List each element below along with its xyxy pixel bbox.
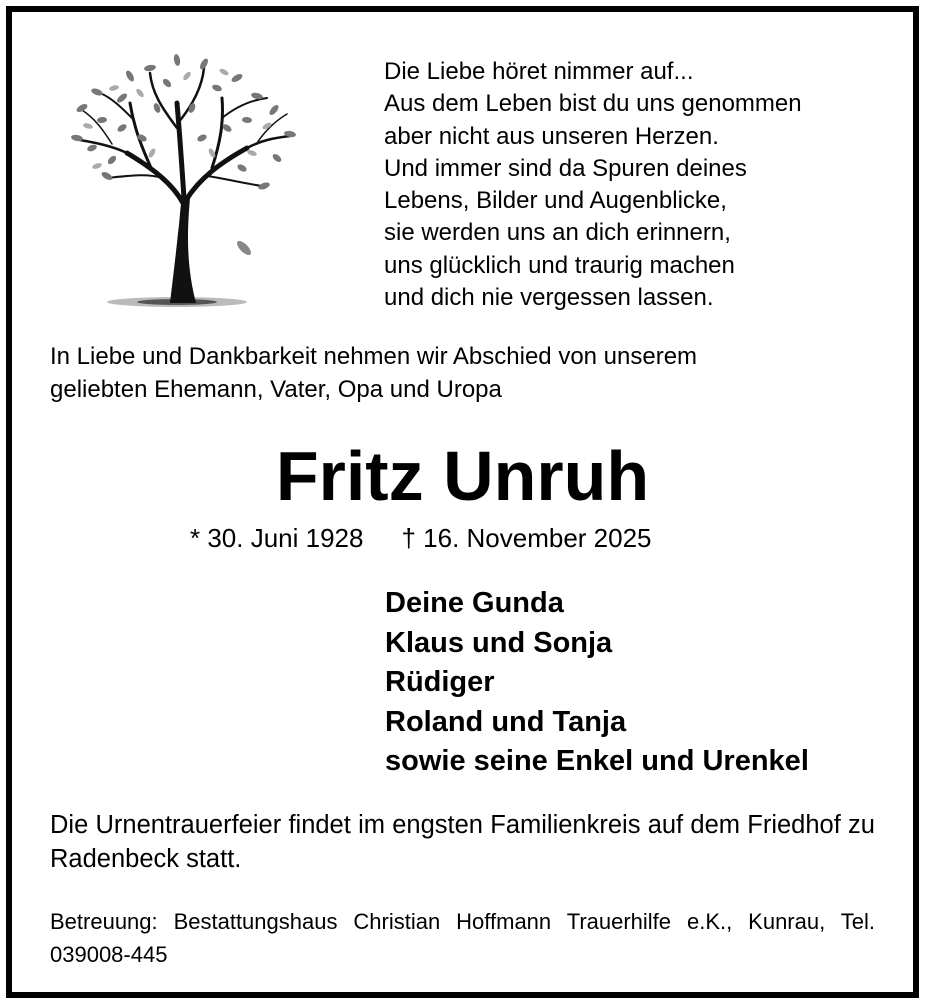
funeral-home-info: Betreuung: Bestattungshaus Christian Hoffmann Trauerhilfe e.K., Kunrau, Tel. 039008-445 [50, 909, 875, 967]
tree-illustration-icon [52, 48, 302, 313]
life-dates [190, 520, 652, 556]
farewell-intro [50, 340, 890, 406]
poem-line: Aus dem Leben bist du uns genommen [384, 90, 802, 118]
mourner-line: Rüdiger [385, 666, 495, 699]
intro-line-1: In Liebe und Dankbarkeit nehmen wir Abschied von unserem [50, 343, 698, 370]
poem-line: sie werden uns an dich erinnern, [384, 219, 731, 247]
death-date: † 16. November 2025 [401, 523, 652, 553]
mourner-line: Klaus und Sonja [385, 626, 613, 659]
poem-line: Die Liebe höret nimmer auf... [384, 58, 694, 85]
poem [384, 56, 884, 314]
deceased-name: Fritz Unruh [275, 437, 650, 515]
ceremony-notice: Die Urnentrauerfeier findet im engsten Familienkreis auf dem Friedhof zu Radenbeck statt. [50, 811, 875, 873]
poem-line: aber nicht aus unseren Herzen. [384, 122, 719, 150]
poem-line: und dich nie vergessen lassen. [384, 284, 714, 312]
mourner-line: sowie seine Enkel und Urenkel [385, 745, 809, 778]
poem-line: Und immer sind da Spuren deines [384, 154, 747, 182]
mourner-line: Deine Gunda [385, 587, 564, 619]
mourner-line: Roland und Tanja [385, 705, 627, 738]
poem-line: uns glücklich und traurig machen [384, 251, 735, 279]
mourners-list [385, 584, 809, 782]
birth-date: * 30. Juni 1928 [190, 523, 364, 553]
intro-line-2: geliebten Ehemann, Vater, Opa und Uropa [50, 376, 502, 403]
poem-line: Lebens, Bilder und Augenblicke, [384, 187, 727, 215]
